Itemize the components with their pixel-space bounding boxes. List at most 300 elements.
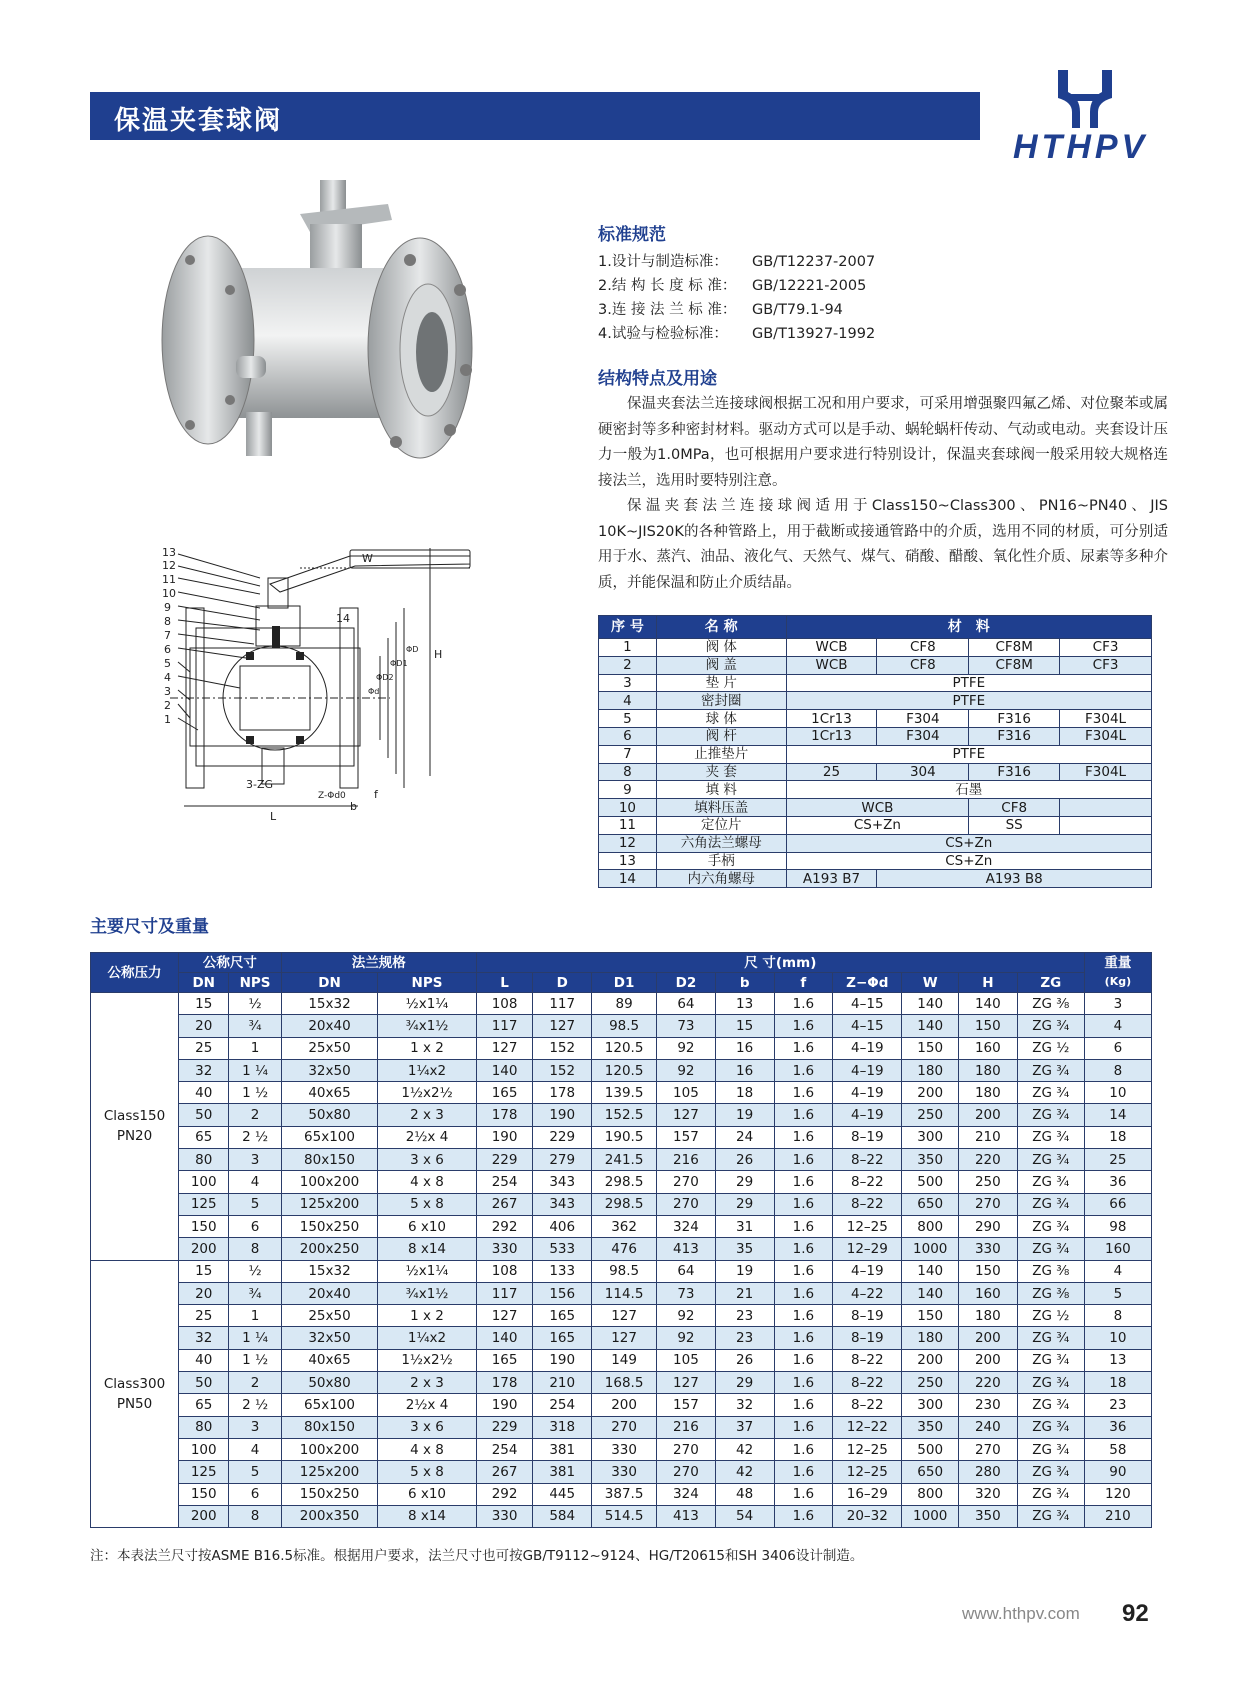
parts-row <box>599 692 1152 710</box>
table-row <box>91 1015 1152 1037</box>
table-cell: ZG ⅜ <box>1017 993 1084 1015</box>
part-name: 垫 片 <box>656 674 786 692</box>
table-cell: 800 <box>902 1215 959 1237</box>
table-cell: 533 <box>533 1238 592 1260</box>
table-cell: 140 <box>476 1327 533 1349</box>
dims-header-weight: 重量 (Kg) <box>1084 953 1151 993</box>
part-name: 填料压盖 <box>656 799 786 817</box>
dims-header-flange: 法兰规格 <box>281 953 476 973</box>
standard-item: 1.设计与制造标准： GB/T12237-2007 <box>598 254 876 270</box>
table-cell: 20 <box>179 1015 229 1037</box>
table-cell: 117 <box>476 1282 533 1304</box>
part-name: 球 体 <box>656 710 786 728</box>
table-cell: 120.5 <box>592 1059 657 1081</box>
table-cell: 48 <box>715 1483 774 1505</box>
table-cell: 250 <box>959 1171 1018 1193</box>
table-cell: 1.6 <box>774 1327 833 1349</box>
table-cell: 168.5 <box>592 1372 657 1394</box>
table-cell: 150 <box>959 1015 1018 1037</box>
table-cell: ¾x1½ <box>378 1282 477 1304</box>
table-cell: 20–32 <box>833 1505 902 1527</box>
table-cell: 8 x14 <box>378 1238 477 1260</box>
dims-subheader: D1 <box>592 973 657 993</box>
table-cell: 3 <box>229 1149 281 1171</box>
table-cell: 35 <box>715 1238 774 1260</box>
table-cell: 190 <box>476 1394 533 1416</box>
table-cell: 190 <box>533 1104 592 1126</box>
table-cell: 92 <box>657 1059 716 1081</box>
part-material: F304 <box>877 710 969 728</box>
table-cell: 58 <box>1084 1438 1151 1460</box>
table-cell: 324 <box>657 1215 716 1237</box>
table-row <box>91 1171 1152 1193</box>
table-cell: 89 <box>592 993 657 1015</box>
table-cell: 300 <box>902 1394 959 1416</box>
parts-row <box>599 852 1152 870</box>
table-cell: 4–19 <box>833 1059 902 1081</box>
table-cell: 5 <box>229 1461 281 1483</box>
table-cell: 1½x2½ <box>378 1349 477 1371</box>
table-cell: 117 <box>533 993 592 1015</box>
table-cell: 19 <box>715 1260 774 1282</box>
table-cell: 80 <box>179 1416 229 1438</box>
table-cell: 13 <box>1084 1349 1151 1371</box>
table-cell: 1.6 <box>774 1282 833 1304</box>
table-cell: 8 <box>229 1505 281 1527</box>
table-cell: ½ <box>229 1260 281 1282</box>
table-cell: 139.5 <box>592 1082 657 1104</box>
table-cell: 50x80 <box>281 1104 377 1126</box>
table-cell: ZG ¾ <box>1017 1149 1084 1171</box>
table-cell: 108 <box>476 1260 533 1282</box>
table-cell: 8 <box>1084 1059 1151 1081</box>
table-cell: 15 <box>179 993 229 1015</box>
table-cell: 298.5 <box>592 1193 657 1215</box>
part-number: 4 <box>599 692 657 710</box>
table-cell: 6 x10 <box>378 1483 477 1505</box>
table-cell: 178 <box>476 1372 533 1394</box>
parts-row <box>599 710 1152 728</box>
drawing-label: 3 <box>164 685 171 698</box>
table-cell: 2½x 4 <box>378 1126 477 1148</box>
table-cell: 31 <box>715 1215 774 1237</box>
table-cell: ZG ¾ <box>1017 1171 1084 1193</box>
table-cell: 267 <box>476 1193 533 1215</box>
parts-header-no: 序 号 <box>599 616 657 639</box>
part-number: 1 <box>599 639 657 657</box>
table-cell: ZG ¾ <box>1017 1505 1084 1527</box>
table-cell: 1000 <box>902 1238 959 1260</box>
part-material: PTFE <box>786 674 1151 692</box>
table-cell: 2 <box>229 1372 281 1394</box>
features-heading: 结构特点及用途 <box>598 369 717 389</box>
table-cell: 20 <box>179 1282 229 1304</box>
table-cell: 37 <box>715 1416 774 1438</box>
table-cell: 1.6 <box>774 1505 833 1527</box>
part-name: 填 料 <box>656 781 786 799</box>
table-cell: 64 <box>657 993 716 1015</box>
table-cell: ZG ¾ <box>1017 1461 1084 1483</box>
table-cell: 150 <box>959 1260 1018 1282</box>
table-cell: 8–19 <box>833 1327 902 1349</box>
table-cell: 32 <box>715 1394 774 1416</box>
table-cell: 1.6 <box>774 1461 833 1483</box>
part-material: WCB <box>786 639 877 657</box>
part-material: WCB <box>786 656 877 674</box>
table-cell: ZG ¾ <box>1017 1394 1084 1416</box>
table-cell: 4 <box>229 1438 281 1460</box>
table-cell: 120 <box>1084 1483 1151 1505</box>
table-cell: 36 <box>1084 1171 1151 1193</box>
dims-subheader: ZG <box>1017 973 1084 993</box>
table-cell: 18 <box>715 1082 774 1104</box>
table-cell: 1.6 <box>774 1149 833 1171</box>
table-cell: 100x200 <box>281 1171 377 1193</box>
table-cell: 4 <box>1084 1015 1151 1037</box>
table-cell: 65x100 <box>281 1394 377 1416</box>
parts-table <box>598 615 1152 888</box>
table-cell: 270 <box>592 1416 657 1438</box>
table-cell: ZG ¾ <box>1017 1126 1084 1148</box>
table-cell: ZG ¾ <box>1017 1082 1084 1104</box>
dim-b: b <box>350 800 357 813</box>
table-cell: 36 <box>1084 1416 1151 1438</box>
table-cell: 152.5 <box>592 1104 657 1126</box>
table-cell: 254 <box>476 1171 533 1193</box>
table-cell: 105 <box>657 1082 716 1104</box>
table-cell: 8–19 <box>833 1305 902 1327</box>
table-cell: 330 <box>959 1238 1018 1260</box>
table-cell: 350 <box>902 1416 959 1438</box>
table-cell: 4 <box>229 1171 281 1193</box>
table-cell: 1.6 <box>774 1037 833 1059</box>
table-cell: 584 <box>533 1505 592 1527</box>
table-cell: 100 <box>179 1171 229 1193</box>
table-cell: 292 <box>476 1215 533 1237</box>
table-cell: 1.6 <box>774 1015 833 1037</box>
website-link[interactable]: www.hthpv.com <box>962 1604 1080 1623</box>
parts-row <box>599 727 1152 745</box>
pressure-class <box>91 1260 179 1528</box>
table-cell: 320 <box>959 1483 1018 1505</box>
table-cell: 350 <box>902 1149 959 1171</box>
dim-dd: ΦD <box>406 645 419 654</box>
table-cell: 220 <box>959 1149 1018 1171</box>
parts-row <box>599 763 1152 781</box>
table-cell: 229 <box>533 1126 592 1148</box>
table-cell: 2 ½ <box>229 1394 281 1416</box>
table-cell: 98 <box>1084 1215 1151 1237</box>
table-cell: 152 <box>533 1037 592 1059</box>
table-cell: 290 <box>959 1215 1018 1237</box>
table-cell: 500 <box>902 1171 959 1193</box>
features-text <box>598 392 1168 596</box>
table-cell: 190 <box>533 1349 592 1371</box>
table-row <box>91 1037 1152 1059</box>
part-number: 6 <box>599 727 657 745</box>
table-cell: ¾x1½ <box>378 1015 477 1037</box>
table-cell: 50 <box>179 1104 229 1126</box>
table-cell: 80x150 <box>281 1416 377 1438</box>
dims-subheader: L <box>476 973 533 993</box>
table-cell: 105 <box>657 1349 716 1371</box>
parts-row <box>599 674 1152 692</box>
table-cell: 343 <box>533 1193 592 1215</box>
table-cell: 330 <box>476 1238 533 1260</box>
table-cell: 23 <box>715 1305 774 1327</box>
table-cell: 381 <box>533 1438 592 1460</box>
table-cell: 3 <box>229 1416 281 1438</box>
table-row <box>91 1394 1152 1416</box>
table-cell: 330 <box>592 1438 657 1460</box>
table-cell: 200x350 <box>281 1505 377 1527</box>
table-cell: 270 <box>657 1461 716 1483</box>
dim-w: W <box>362 552 373 565</box>
table-cell: 100 <box>179 1438 229 1460</box>
table-cell: 4–15 <box>833 993 902 1015</box>
table-cell: 1¼x2 <box>378 1327 477 1349</box>
table-cell: 125x200 <box>281 1193 377 1215</box>
drawing-label: 11 <box>162 573 176 586</box>
table-cell: 125x200 <box>281 1461 377 1483</box>
table-cell: 210 <box>533 1372 592 1394</box>
table-cell: 250 <box>902 1104 959 1126</box>
table-cell: 127 <box>476 1037 533 1059</box>
table-cell: ZG ¾ <box>1017 1193 1084 1215</box>
table-cell: 650 <box>902 1461 959 1483</box>
table-cell: 150 <box>179 1215 229 1237</box>
part-material: CF3 <box>1060 656 1152 674</box>
dim-h: H <box>434 648 443 661</box>
table-cell: 3 <box>1084 993 1151 1015</box>
table-row <box>91 1059 1152 1081</box>
dim-zd: Z-Φd0 <box>318 791 346 801</box>
pressure-class <box>91 993 179 1261</box>
table-cell: 4 x 8 <box>378 1438 477 1460</box>
table-cell: 270 <box>657 1171 716 1193</box>
part-material: F316 <box>969 727 1060 745</box>
table-cell: 241.5 <box>592 1149 657 1171</box>
table-cell: ¾ <box>229 1015 281 1037</box>
part-number: 3 <box>599 674 657 692</box>
part-name: 定位片 <box>656 816 786 834</box>
table-cell: 270 <box>959 1438 1018 1460</box>
table-cell: 114.5 <box>592 1282 657 1304</box>
table-cell: 4–15 <box>833 1015 902 1037</box>
part-material: WCB <box>786 799 969 817</box>
dim-d: Φd <box>368 687 380 696</box>
table-cell: 200 <box>592 1394 657 1416</box>
table-cell: 12–25 <box>833 1461 902 1483</box>
part-material: CF8 <box>877 639 969 657</box>
parts-row <box>599 745 1152 763</box>
dims-subheader: DN <box>281 973 377 993</box>
table-cell: 140 <box>476 1059 533 1081</box>
table-cell: 350 <box>959 1505 1018 1527</box>
table-cell: 92 <box>657 1037 716 1059</box>
table-cell: ZG ¾ <box>1017 1215 1084 1237</box>
part-material: F304L <box>1060 763 1152 781</box>
table-row <box>91 1461 1152 1483</box>
table-cell: 210 <box>1084 1505 1151 1527</box>
table-cell: ZG ¾ <box>1017 1483 1084 1505</box>
table-cell: 4–19 <box>833 1037 902 1059</box>
part-name: 夹 套 <box>656 763 786 781</box>
table-cell: 1.6 <box>774 1483 833 1505</box>
table-cell: 12–25 <box>833 1215 902 1237</box>
table-cell: 165 <box>533 1305 592 1327</box>
table-cell: 1 x 2 <box>378 1305 477 1327</box>
table-cell: 157 <box>657 1394 716 1416</box>
drawing-label: 10 <box>162 587 176 600</box>
table-cell: 1.6 <box>774 1438 833 1460</box>
table-cell: 160 <box>959 1037 1018 1059</box>
dims-subheader: H <box>959 973 1018 993</box>
table-cell: 50x80 <box>281 1372 377 1394</box>
table-cell: ZG ¾ <box>1017 1372 1084 1394</box>
part-name: 密封圈 <box>656 692 786 710</box>
table-cell: 324 <box>657 1483 716 1505</box>
table-cell: 16 <box>715 1037 774 1059</box>
table-cell: ZG ⅜ <box>1017 1260 1084 1282</box>
table-row <box>91 1126 1152 1148</box>
table-cell: 108 <box>476 993 533 1015</box>
table-cell: 200 <box>959 1349 1018 1371</box>
parts-row <box>599 781 1152 799</box>
table-cell: 1.6 <box>774 1104 833 1126</box>
table-cell: 12–25 <box>833 1438 902 1460</box>
table-cell: 1.6 <box>774 1193 833 1215</box>
table-cell: 127 <box>592 1305 657 1327</box>
table-cell: 25 <box>1084 1149 1151 1171</box>
table-cell: 280 <box>959 1461 1018 1483</box>
valve-cross-section-drawing <box>150 548 490 868</box>
table-cell: 1.6 <box>774 1349 833 1371</box>
table-cell: 16–29 <box>833 1483 902 1505</box>
table-cell: 23 <box>715 1327 774 1349</box>
table-cell: 1.6 <box>774 993 833 1015</box>
table-cell: 200 <box>902 1082 959 1104</box>
table-cell: 140 <box>902 1282 959 1304</box>
part-name: 六角法兰螺母 <box>656 834 786 852</box>
table-cell: ½x1¼ <box>378 993 477 1015</box>
table-row <box>91 1416 1152 1438</box>
parts-row <box>599 656 1152 674</box>
table-cell: 125 <box>179 1461 229 1483</box>
dims-header-pressure: 公称压力 <box>91 953 179 993</box>
table-cell: 26 <box>715 1349 774 1371</box>
table-cell: 8 <box>1084 1305 1151 1327</box>
table-cell: 18 <box>1084 1372 1151 1394</box>
drawing-label-14: 14 <box>336 612 350 625</box>
table-cell: 4–19 <box>833 1104 902 1126</box>
drawing-label: 8 <box>164 615 171 628</box>
table-cell: 387.5 <box>592 1483 657 1505</box>
table-cell: 80 <box>179 1149 229 1171</box>
table-cell: 80x150 <box>281 1149 377 1171</box>
table-cell: 800 <box>902 1483 959 1505</box>
table-cell: 180 <box>959 1305 1018 1327</box>
table-cell: 445 <box>533 1483 592 1505</box>
valve-photo <box>160 180 490 490</box>
table-cell: 18 <box>1084 1126 1151 1148</box>
table-cell: 150 <box>902 1037 959 1059</box>
table-cell: 12–22 <box>833 1416 902 1438</box>
table-cell: ZG ½ <box>1017 1305 1084 1327</box>
part-material: 1Cr13 <box>786 710 877 728</box>
drawing-label: 7 <box>164 629 171 642</box>
table-cell: 98.5 <box>592 1015 657 1037</box>
pressure-class-pn: PN50 <box>116 1395 153 1412</box>
drawing-label: 9 <box>164 601 171 614</box>
table-cell: 10 <box>1084 1082 1151 1104</box>
part-name: 内六角螺母 <box>656 870 786 888</box>
table-cell: 178 <box>476 1104 533 1126</box>
part-name: 阀 体 <box>656 639 786 657</box>
part-material: CF3 <box>1060 639 1152 657</box>
table-cell: 140 <box>902 1015 959 1037</box>
table-cell: 4 <box>1084 1260 1151 1282</box>
table-cell: 165 <box>533 1327 592 1349</box>
parts-header-name: 名 称 <box>656 616 786 639</box>
table-cell: 149 <box>592 1349 657 1371</box>
table-cell: 4–19 <box>833 1260 902 1282</box>
table-row <box>91 1305 1152 1327</box>
part-material: CS+Zn <box>786 834 1151 852</box>
table-cell: 25x50 <box>281 1037 377 1059</box>
standard-item: 2.结 构 长 度 标 准： GB/12221-2005 <box>598 278 867 294</box>
pressure-class-name: Class300 <box>103 1375 166 1392</box>
table-cell: 98.5 <box>592 1260 657 1282</box>
table-cell: 6 x10 <box>378 1215 477 1237</box>
part-name: 手柄 <box>656 852 786 870</box>
table-cell: 65 <box>179 1126 229 1148</box>
drawing-label: 5 <box>164 657 171 670</box>
table-cell: 216 <box>657 1149 716 1171</box>
part-material: F316 <box>969 710 1060 728</box>
table-cell: 165 <box>476 1082 533 1104</box>
table-cell: 1.6 <box>774 1260 833 1282</box>
dimensions-table <box>90 952 1152 1528</box>
table-cell: 4–22 <box>833 1282 902 1304</box>
dim-zg: 3-ZG <box>246 778 274 791</box>
dims-subheader: DN <box>179 973 229 993</box>
table-cell: 5 x 8 <box>378 1461 477 1483</box>
part-number: 9 <box>599 781 657 799</box>
dims-subheader: Z−Φd <box>833 973 902 993</box>
table-cell: 73 <box>657 1015 716 1037</box>
page-number: 92 <box>1122 1600 1149 1627</box>
table-cell: 13 <box>715 993 774 1015</box>
brand-logo-text: HTHPV <box>1013 128 1149 166</box>
part-number: 11 <box>599 816 657 834</box>
table-cell: 1.6 <box>774 1372 833 1394</box>
table-cell: 15 <box>715 1015 774 1037</box>
dims-subheader: W <box>902 973 959 993</box>
table-cell: 216 <box>657 1416 716 1438</box>
table-cell: 21 <box>715 1282 774 1304</box>
table-cell: 25x50 <box>281 1305 377 1327</box>
table-row <box>91 1215 1152 1237</box>
table-row <box>91 1438 1152 1460</box>
table-cell: 54 <box>715 1505 774 1527</box>
pressure-class-name: Class150 <box>103 1108 166 1125</box>
table-cell: 180 <box>959 1082 1018 1104</box>
table-cell: 1 <box>229 1037 281 1059</box>
table-cell: 318 <box>533 1416 592 1438</box>
table-cell: 178 <box>533 1082 592 1104</box>
table-row <box>91 1349 1152 1371</box>
